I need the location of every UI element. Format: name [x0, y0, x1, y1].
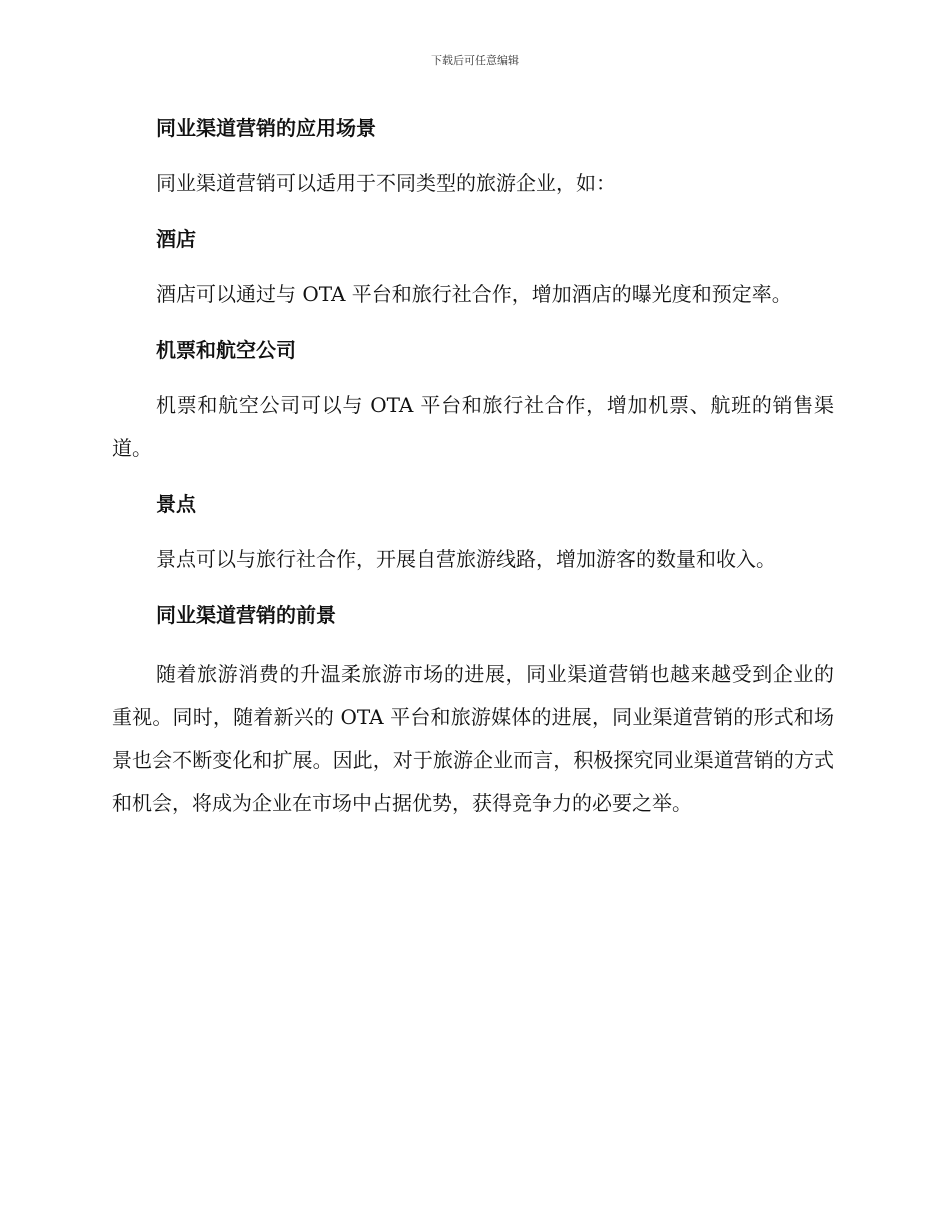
section-heading-application: 同业渠道营销的应用场景 [156, 116, 376, 140]
section-heading-attraction: 景点 [156, 492, 196, 516]
section-heading-prospect: 同业渠道营销的前景 [156, 603, 336, 627]
section-heading-airline: 机票和航空公司 [156, 338, 296, 362]
section-paragraph-prospect: 随着旅游消费的升温柔旅游市场的进展，同业渠道营销也越来越受到企业的重视。同时，随着新兴的 OTA 平台和旅游媒体的进展，同业渠道营销的形式和场景也会不断变化和扩展。因此，对于旅游企业而言，积极探究同业渠道营销的方式和机会，将成为企业在市场中占据优势，获得竞争力的必要之举。 [112, 662, 834, 815]
section-paragraph-attraction: 景点可以与旅行社合作，开展自营旅游线路，增加游客的数量和收入。 [156, 547, 776, 571]
section-paragraph-airline: 机票和航空公司可以与 OTA 平台和旅行社合作，增加机票、航班的销售渠道。 [112, 393, 834, 460]
section-heading-hotel: 酒店 [156, 227, 196, 251]
page-header: 下载后可任意编辑 [431, 54, 519, 67]
section-paragraph-hotel: 酒店可以通过与 OTA 平台和旅行社合作，增加酒店的曝光度和预定率。 [156, 282, 792, 306]
section-paragraph-application: 同业渠道营销可以适用于不同类型的旅游企业，如： [156, 171, 616, 195]
document-body [112, 112, 834, 825]
